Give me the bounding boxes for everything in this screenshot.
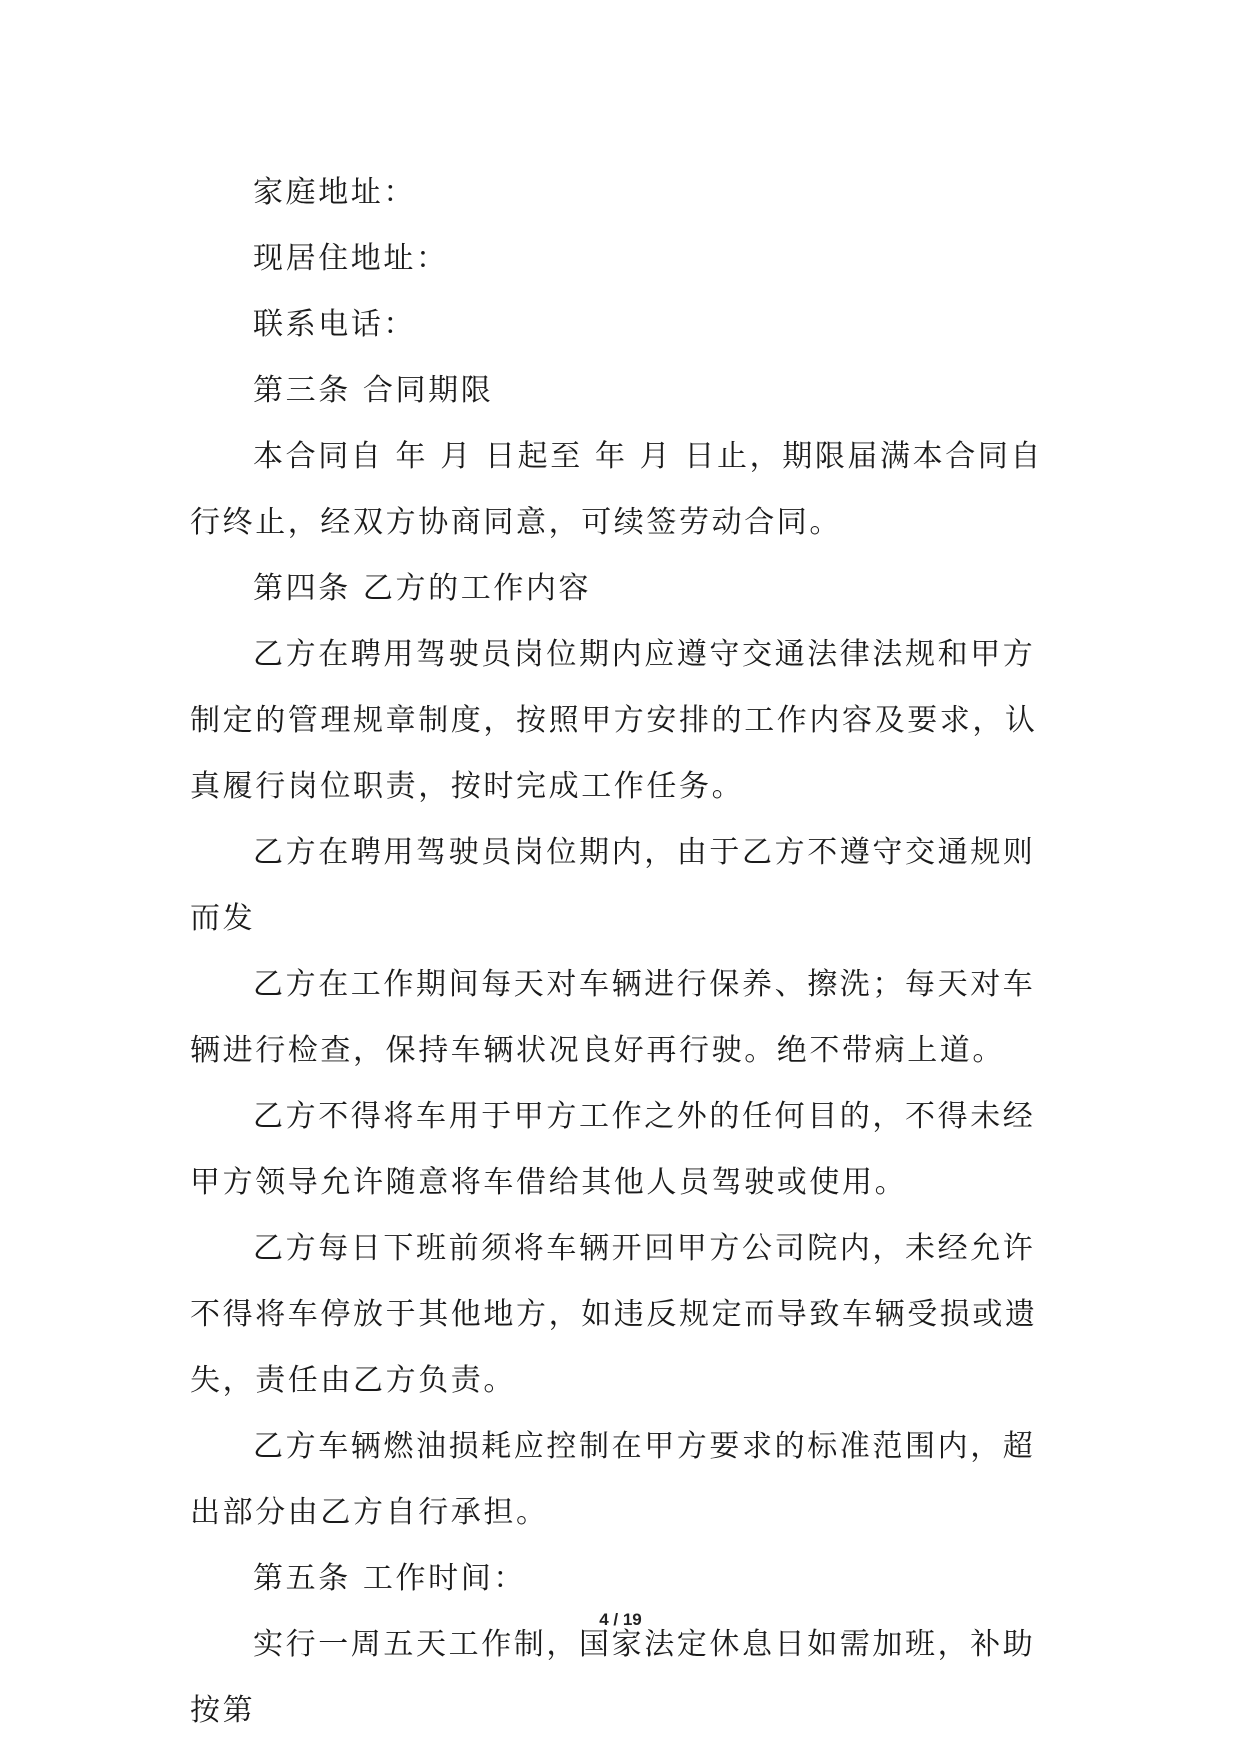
paragraph-phone: 联系电话：	[253, 307, 416, 342]
page-number: 4 / 19	[599, 1610, 642, 1629]
paragraph-vehicle-use: 乙方不得将车用于甲方工作之外的任何目的，不得未经甲方领导允许随意将车借给其他人员驾驶或使用。	[190, 1099, 1036, 1200]
paragraph-home-address: 家庭地址：	[253, 175, 416, 210]
paragraph-contract-term: 本合同自 年 月 日起至 年 月 日止，期限届满本合同自行终止，经双方协商同意，可续签劳动合同。	[190, 439, 1044, 540]
paragraph-fuel-consumption: 乙方车辆燃油损耗应控制在甲方要求的标准范围内，超出部分由乙方自行承担。	[190, 1429, 1036, 1530]
section-heading-article-5: 第五条 工作时间：	[253, 1561, 526, 1596]
paragraph-vehicle-return: 乙方每日下班前须将车辆开回甲方公司院内，未经允许不得将车停放于其他地方，如违反规定而导致车辆受损或遗失，责任由乙方负责。	[190, 1231, 1038, 1398]
paragraph-work-schedule: 实行一周五天工作制，国家法定休息日如需加班，补助按第	[190, 1627, 1036, 1728]
document-body	[190, 160, 1060, 1744]
section-heading-article-4: 第四条 乙方的工作内容	[253, 571, 592, 606]
paragraph-current-address: 现居住地址：	[253, 241, 449, 276]
paragraph-duty-compliance: 乙方在聘用驾驶员岗位期内应遵守交通法律法规和甲方制定的管理规章制度，按照甲方安排的工作内容及要求，认真履行岗位职责，按时完成工作任务。	[190, 637, 1038, 804]
paragraph-vehicle-maintenance: 乙方在工作期间每天对车辆进行保养、擦洗；每天对车辆进行检查，保持车辆状况良好再行驶。绝不带病上道。	[190, 967, 1036, 1068]
section-heading-article-3: 第三条 合同期限	[253, 373, 494, 408]
paragraph-traffic-rules: 乙方在聘用驾驶员岗位期内，由于乙方不遵守交通规则而发	[190, 835, 1036, 936]
